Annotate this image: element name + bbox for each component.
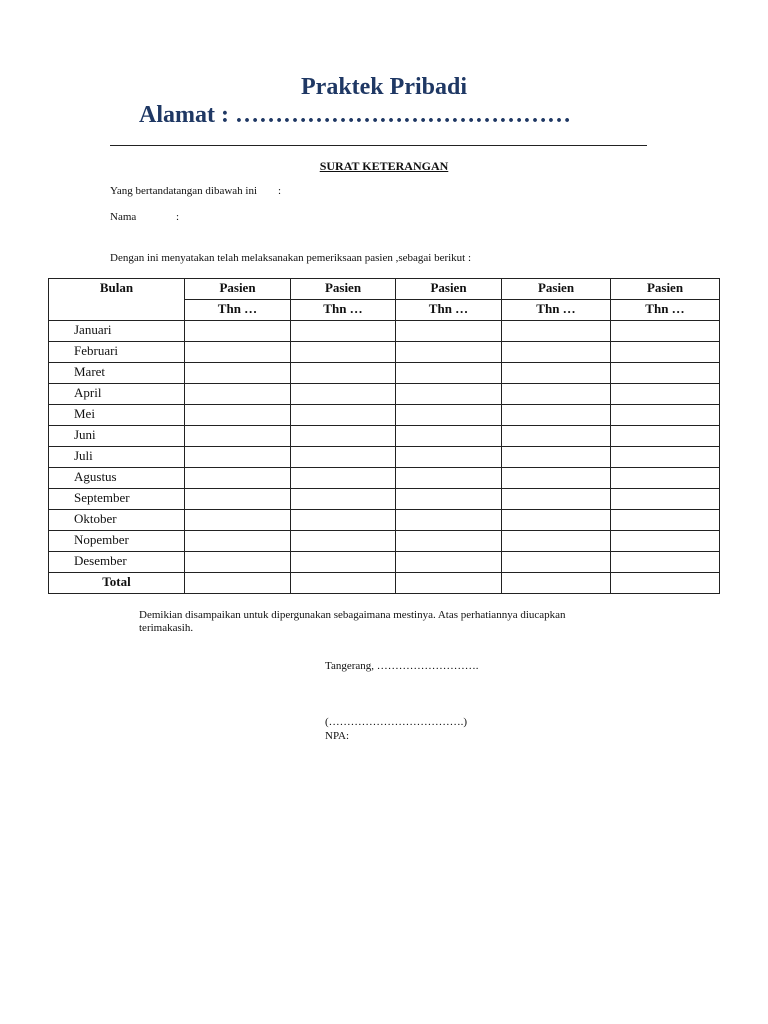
table-cell — [611, 363, 720, 384]
table-cell — [611, 573, 720, 594]
table-cell — [291, 405, 396, 426]
patient-column-header: Pasien — [396, 279, 502, 300]
table-cell — [502, 426, 611, 447]
practice-title: Praktek Pribadi — [301, 74, 467, 100]
table-cell — [291, 384, 396, 405]
table-cell — [502, 573, 611, 594]
table-row — [49, 552, 720, 573]
patient-column-header: Pasien — [502, 279, 611, 300]
table-cell — [502, 384, 611, 405]
table-cell — [291, 552, 396, 573]
table-cell — [291, 489, 396, 510]
month-rows — [49, 321, 720, 573]
place-date: Tangerang, ………………………. — [325, 660, 479, 672]
name-colon: : — [176, 211, 180, 223]
month-cell: Mei — [49, 405, 185, 426]
table-cell — [396, 426, 502, 447]
table-cell — [291, 510, 396, 531]
table-cell — [291, 363, 396, 384]
month-cell: Desember — [49, 552, 185, 573]
table-cell — [185, 468, 291, 489]
table-cell — [185, 552, 291, 573]
document-heading: SURAT KETERANGAN — [319, 159, 449, 173]
year-column-header: Thn … — [185, 300, 291, 321]
patient-report-table — [48, 278, 720, 594]
statement-text: Dengan ini menyatakan telah melaksanakan pemeriksaan pasien ,sebagai berikut : — [110, 252, 472, 264]
table-cell — [502, 342, 611, 363]
table-cell — [185, 447, 291, 468]
table-cell — [502, 531, 611, 552]
table-row — [49, 447, 720, 468]
table-cell — [502, 468, 611, 489]
year-column-header: Thn … — [611, 300, 720, 321]
month-column-header: Bulan — [49, 279, 185, 321]
table-cell — [185, 363, 291, 384]
patient-column-header: Pasien — [185, 279, 291, 300]
table-cell — [396, 342, 502, 363]
npa-label: NPA: — [325, 730, 350, 742]
month-cell: Maret — [49, 363, 185, 384]
table-cell — [185, 489, 291, 510]
table-cell — [502, 363, 611, 384]
table-cell — [396, 468, 502, 489]
table-row — [49, 468, 720, 489]
table-cell — [611, 510, 720, 531]
table-cell — [502, 321, 611, 342]
table-row — [49, 531, 720, 552]
header-divider — [110, 145, 647, 146]
table-cell — [396, 384, 502, 405]
table-row — [49, 489, 720, 510]
practice-address: Alamat : …………………………………… — [139, 102, 571, 128]
table-cell — [396, 321, 502, 342]
name-line — [110, 211, 180, 223]
closing-text: Demikian disampaikan untuk dipergunakan sebagaimana mestinya. Atas perhatiannya diucapkan terimakasih. — [139, 609, 566, 634]
table-cell — [396, 363, 502, 384]
total-row — [49, 573, 720, 594]
table-cell — [611, 531, 720, 552]
table-cell — [611, 426, 720, 447]
table-row — [49, 426, 720, 447]
table-cell — [291, 531, 396, 552]
table-cell — [185, 531, 291, 552]
table-cell — [611, 342, 720, 363]
month-cell: Juli — [49, 447, 185, 468]
month-cell: Agustus — [49, 468, 185, 489]
table-row — [49, 363, 720, 384]
patient-column-header: Pasien — [611, 279, 720, 300]
table-cell — [396, 573, 502, 594]
table-cell — [611, 489, 720, 510]
year-column-header: Thn … — [396, 300, 502, 321]
month-cell: Nopember — [49, 531, 185, 552]
table-cell — [611, 468, 720, 489]
table-cell — [291, 321, 396, 342]
year-column-header: Thn … — [502, 300, 611, 321]
table-cell — [611, 447, 720, 468]
table-cell — [396, 552, 502, 573]
table-cell — [502, 489, 611, 510]
month-cell: Januari — [49, 321, 185, 342]
table-cell — [502, 405, 611, 426]
header-row-patient — [49, 279, 720, 300]
table-cell — [396, 489, 502, 510]
patient-column-header: Pasien — [291, 279, 396, 300]
table-row — [49, 405, 720, 426]
month-cell: Februari — [49, 342, 185, 363]
table-row — [49, 510, 720, 531]
table-cell — [611, 405, 720, 426]
table-cell — [291, 468, 396, 489]
table-cell — [611, 384, 720, 405]
table-cell — [185, 426, 291, 447]
month-cell: Juni — [49, 426, 185, 447]
table-row — [49, 342, 720, 363]
table-cell — [185, 384, 291, 405]
undersigned-colon: : — [278, 185, 282, 197]
table-cell — [502, 447, 611, 468]
month-cell: September — [49, 489, 185, 510]
table-cell — [396, 510, 502, 531]
table-row — [49, 384, 720, 405]
year-column-header: Thn … — [291, 300, 396, 321]
table-cell — [185, 321, 291, 342]
table-cell — [185, 405, 291, 426]
name-label: Nama — [110, 211, 137, 223]
undersigned-line — [110, 185, 282, 197]
table-cell — [396, 405, 502, 426]
table-cell — [502, 510, 611, 531]
table-cell — [291, 573, 396, 594]
table-row — [49, 321, 720, 342]
month-cell: Oktober — [49, 510, 185, 531]
table-cell — [396, 447, 502, 468]
table-cell — [185, 342, 291, 363]
table-cell — [291, 447, 396, 468]
table-cell — [611, 321, 720, 342]
table-cell — [611, 552, 720, 573]
table-cell — [291, 342, 396, 363]
total-label: Total — [49, 573, 185, 594]
table-cell — [185, 510, 291, 531]
table-cell — [396, 531, 502, 552]
table-cell — [291, 426, 396, 447]
table-cell — [502, 552, 611, 573]
signature-name: (……………………………….) — [325, 716, 468, 728]
table-cell — [185, 573, 291, 594]
undersigned-label: Yang bertandatangan dibawah ini — [110, 185, 258, 197]
month-cell: April — [49, 384, 185, 405]
